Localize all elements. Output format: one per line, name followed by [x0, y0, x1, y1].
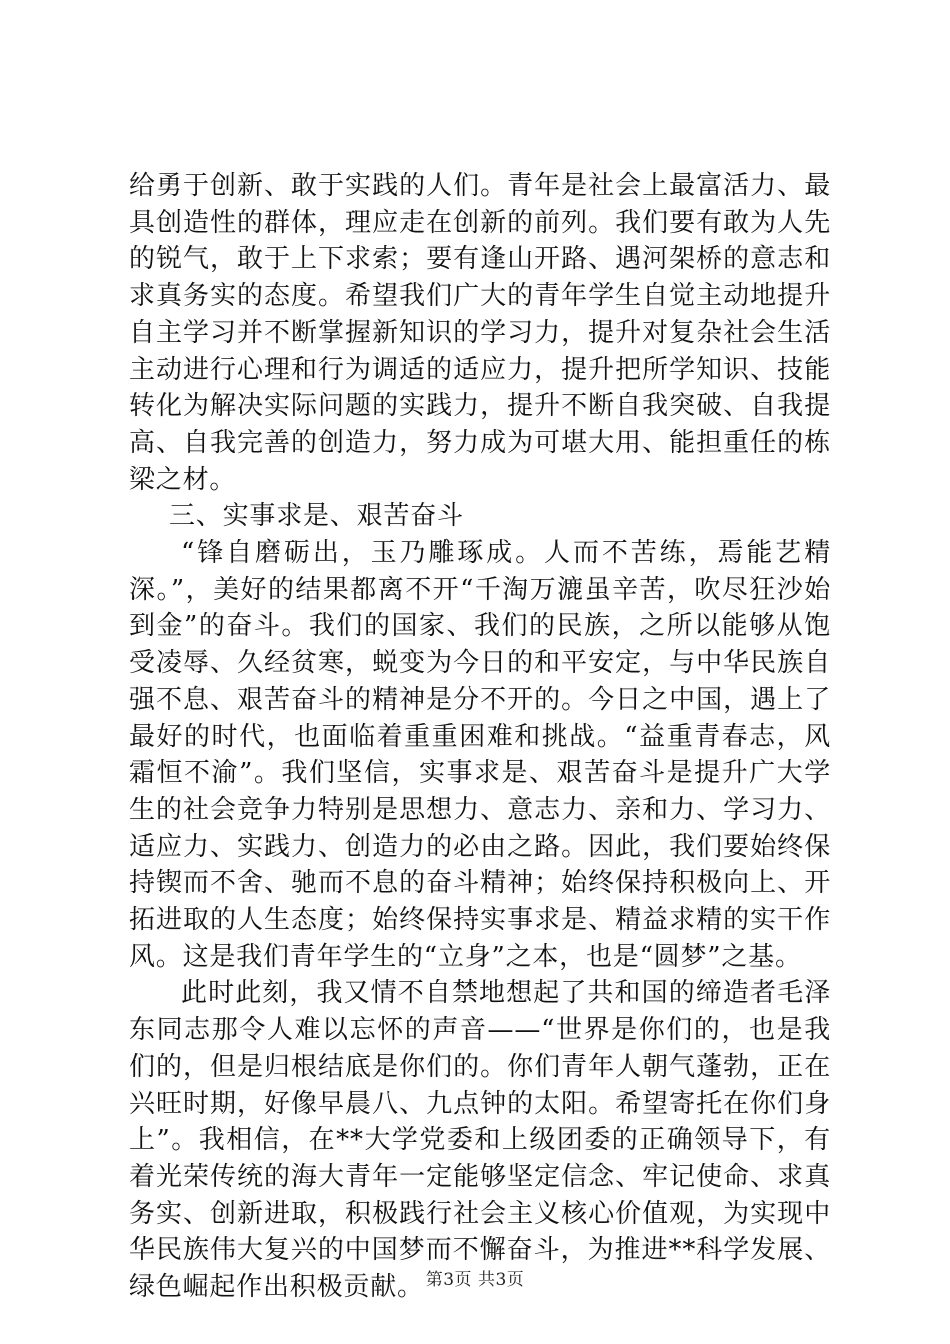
page-footer: 第3页 共3页 [425, 1270, 525, 1290]
paragraph-closing: 此时此刻，我又情不自禁地想起了共和国的缔造者毛泽东同志那令人难以忘怀的声音——“世界是你们的，也是我们的，但是归根结底是你们的。你们青年人朝气蓬勃，正在兴旺时期，好像早晨八、九点钟的太阳。希望寄托在你们身上”。我相信，在**大学党委和上级团委的正确领导下，有着光荣传统的海大青年一定能够坚定信念、牢记使命、求真务实、创新进取，积极践行社会主义核心价值观，为实现中华民族伟大复兴的中国梦而不懈奋斗，为推进**科学发展、绿色崛起作出积极贡献。 [129, 978, 831, 1303]
section-heading: 三、实事求是、艰苦奋斗 [169, 501, 464, 532]
document-body [129, 168, 831, 1306]
paragraph-struggle: “锋自磨砺出，玉乃雕琢成。人而不苦练，焉能艺精深。”，美好的结果都离不开“千淘万漉虽辛苦，吹尽狂沙始到金”的奋斗。我们的国家、我们的民族，之所以能够从饱受凌辱、久经贫寒，蜕变为今日的和平安定，与中华民族自强不息、艰苦奋斗的精神是分不开的。今日之中国，遇上了最好的时代，也面临着重重困难和挑战。“益重青春志，风霜恒不渝”。我们坚信，实事求是、艰苦奋斗是提升广大学生的社会竞争力特别是思想力、意志力、亲和力、学习力、适应力、实践力、创造力的必由之路。因此，我们要始终保持锲而不舍、驰而不息的奋斗精神；始终保持积极向上、开拓进取的人生态度；始终保持实事求是、精益求精的实干作风。这是我们青年学生的“立身”之本，也是“圆梦”之基。 [129, 538, 831, 972]
paragraph-continuation: 给勇于创新、敢于实践的人们。青年是社会上最富活力、最具创造性的群体，理应走在创新的前列。我们要有敢为人先的锐气，敢于上下求索；要有逢山开路、遇河架桥的意志和求真务实的态度。希望我们广大的青年学生自觉主动地提升自主学习并不断掌握新知识的学习力，提升对复杂社会生活主动进行心理和行为调适的适应力，提升把所学知识、技能转化为解决实际问题的实践力，提升不断自我突破、自我提高、自我完善的创造力，努力成为可堪大用、能担重任的栋梁之材。 [129, 171, 831, 495]
